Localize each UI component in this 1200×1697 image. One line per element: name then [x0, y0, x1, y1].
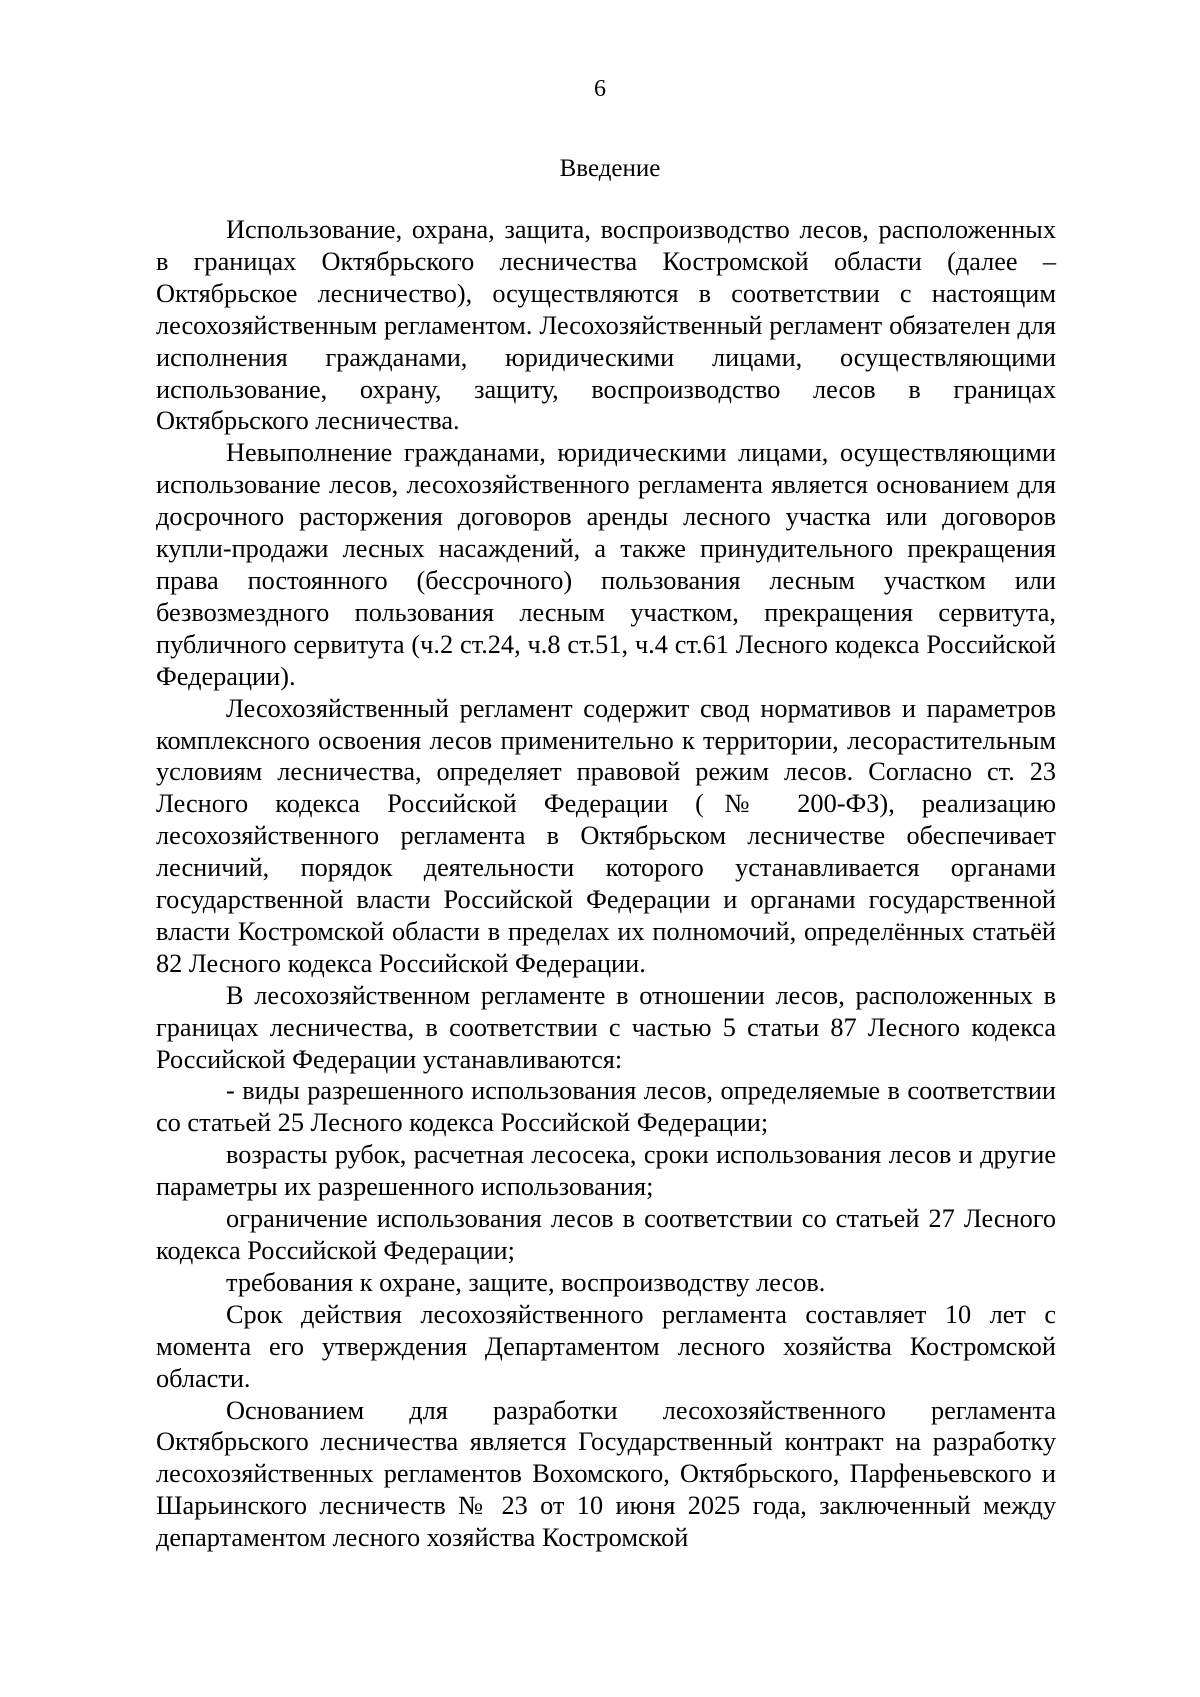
paragraph-violation: Невыполнение гражданами, юридическими лицами, осуществляющими использование лесов, лесохозяйственного регламента является основанием для досрочного расторжения договоров аренды лесного участка или договоров купли-продажи лесных насаждений, а также принудительного прекращения права постоянного (бессрочного) пользования лесным участком или безвозмездного пользования лесным участком, прекращения сервитута, публичного сервитута (ч.2 ст.24, ч.8 ст.51, ч.4 ст.61 Лесного кодекса Российской Федерации).: [156, 438, 1056, 691]
list-item-use-restrictions: ограничение использования лесов в соответствии со статьей 27 Лесного кодекса Российской Федерации;: [156, 1204, 1056, 1265]
paragraph-validity-period: Срок действия лесохозяйственного регламента составляет 10 лет с момента его утверждения Департаментом лесного хозяйства Костромской области.: [156, 1299, 1056, 1393]
body-text: [156, 214, 1056, 1554]
paragraph-usage: Использование, охрана, защита, воспроизводство лесов, расположенных в границах Октябрьского лесничества Костромской области (далее – Октябрьское лесничество), осуществляются в соответствии с настоящим лесохозяйственным регламентом. Лесохозяйственный регламент обязателен для исполнения гражданами, юридическими лицами, осуществляющими использование, охрану, защиту, воспроизводство лесов в границах Октябрьского лесничества.: [156, 215, 1056, 436]
section-title: Введение: [559, 155, 661, 182]
paragraph-development-basis: Основанием для разработки лесохозяйственного регламента Октябрьского лесничества является Государственный контракт на разработку лесохозяйственных регламентов Вохомского, Октябрьского, Парфеньевского и Шарьинского лесничеств № 23 от 10 июня 2025 года, заключенный между департаментом лесного хозяйства Костромской: [156, 1395, 1056, 1553]
list-item-cutting-ages: возрасты рубок, расчетная лесосека, сроки использования лесов и другие параметры их разрешенного использования;: [156, 1140, 1056, 1202]
paragraph-established-items: В лесохозяйственном регламенте в отношении лесов, расположенных в границах лесничества, в соответствии с частью 5 статьи 87 Лесного кодекса Российской Федерации устанавливаются:: [156, 980, 1056, 1074]
page-number: 6: [594, 76, 606, 102]
list-item-protection-requirements: требования к охране, защите, воспроизводству лесов.: [226, 1267, 826, 1297]
paragraph-regulation-content: Лесохозяйственный регламент содержит свод нормативов и параметров комплексного освоения лесов применительно к территории, лесорастительным условиям лесничества, определяет правовой режим лесов. Согласно ст. 23 Лесного кодекса Российской Федерации (№ 200-ФЗ), реализацию лесохозяйственного регламента в Октябрьском лесничестве обеспечивает лесничий, порядок деятельности которого устанавливается органами государственной власти Российской Федерации и органами государственной власти Костромской области в пределах их полномочий, определённых статьёй 82 Лесного кодекса Российской Федерации.: [156, 693, 1056, 978]
list-item-use-types: - виды разрешенного использования лесов, определяемые в соответствии со статьей 25 Лесного кодекса Российской Федерации;: [156, 1076, 1056, 1138]
